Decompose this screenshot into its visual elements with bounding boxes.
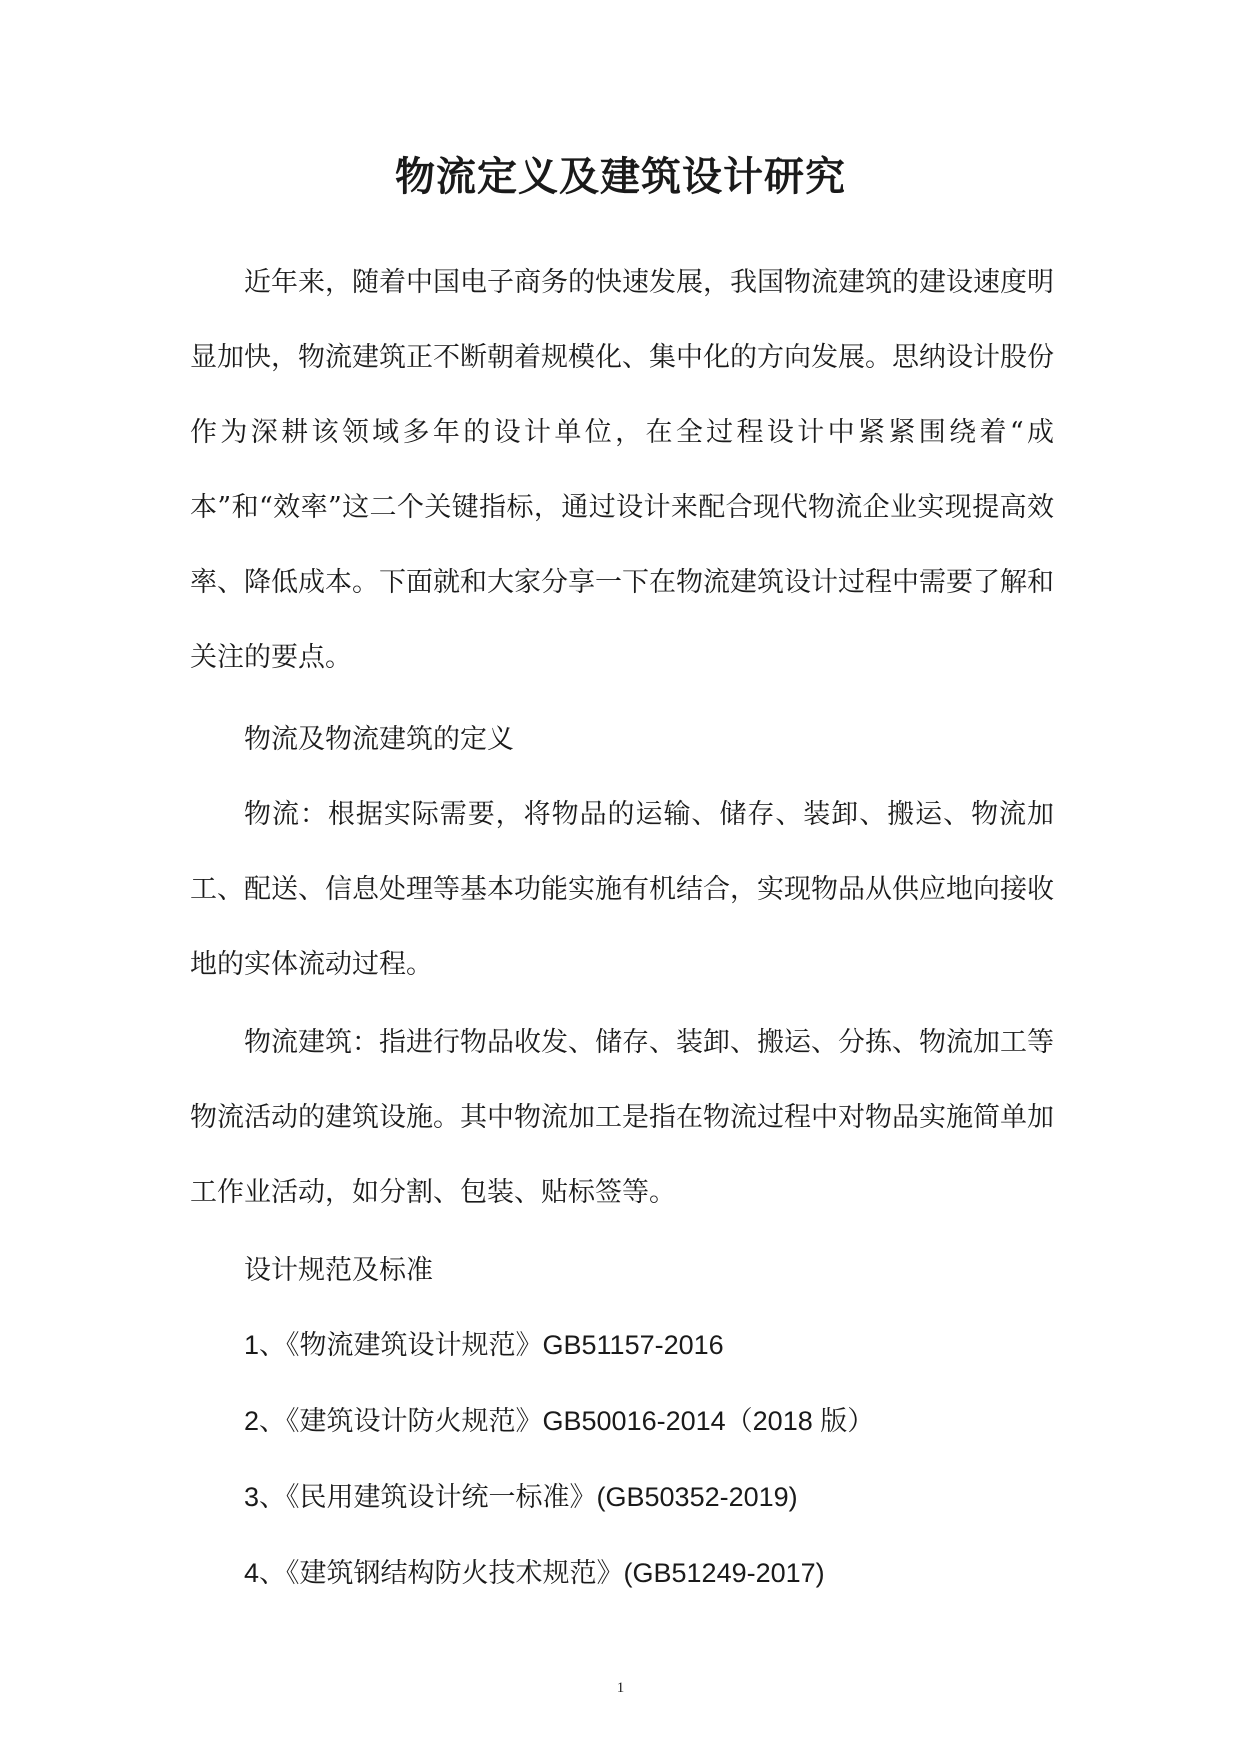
standard-item: [190, 1308, 1054, 1383]
standard-item-text: 4、《建筑钢结构防火技术规范》(GB51249-2017): [244, 1558, 825, 1588]
page-number: 1: [616, 1680, 625, 1696]
logistics-definition-text: 物流：根据实际需要，将物品的运输、储存、装卸、搬运、物流加工、配送、信息处理等基本功能实施有机结合，实现物品从供应地向接收地的实体流动过程。: [190, 799, 1054, 980]
standard-item-text: 2、《建筑设计防火规范》GB50016-2014（2018 版）: [244, 1406, 875, 1436]
standards-heading: [190, 1233, 1054, 1308]
standard-item: [190, 1384, 1054, 1459]
definition-heading-text: 物流及物流建筑的定义: [244, 724, 514, 755]
document-title: 物流定义及建筑设计研究: [395, 153, 846, 200]
building-definition-text: 物流建筑：指进行物品收发、储存、装卸、搬运、分拣、物流加工等物流活动的建筑设施。其中物流加工是指在物流过程中对物品实施简单加工作业活动，如分割、包装、贴标签等。: [190, 1027, 1054, 1208]
standard-item: [190, 1460, 1054, 1535]
intro-paragraph: [190, 245, 1054, 695]
logistics-definition-paragraph: [190, 777, 1054, 1002]
building-definition-paragraph: [190, 1005, 1054, 1230]
standards-heading-text: 设计规范及标准: [244, 1255, 433, 1286]
intro-text: 近年来，随着中国电子商务的快速发展，我国物流建筑的建设速度明显加快，物流建筑正不断朝着规模化、集中化的方向发展。思纳设计股份作为深耕该领域多年的设计单位，在全过程设计中紧紧围绕着“成本”和“效率”这二个关键指标，通过设计来配合现代物流企业实现提高效率、降低成本。下面就和大家分享一下在物流建筑设计过程中需要了解和关注的要点。: [190, 267, 1054, 673]
standard-item-text: 3、《民用建筑设计统一标准》(GB50352-2019): [244, 1482, 798, 1512]
definition-heading: [190, 702, 1054, 777]
standard-item: [190, 1536, 1054, 1611]
standard-item-text: 1、《物流建筑设计规范》GB51157-2016: [244, 1330, 724, 1360]
